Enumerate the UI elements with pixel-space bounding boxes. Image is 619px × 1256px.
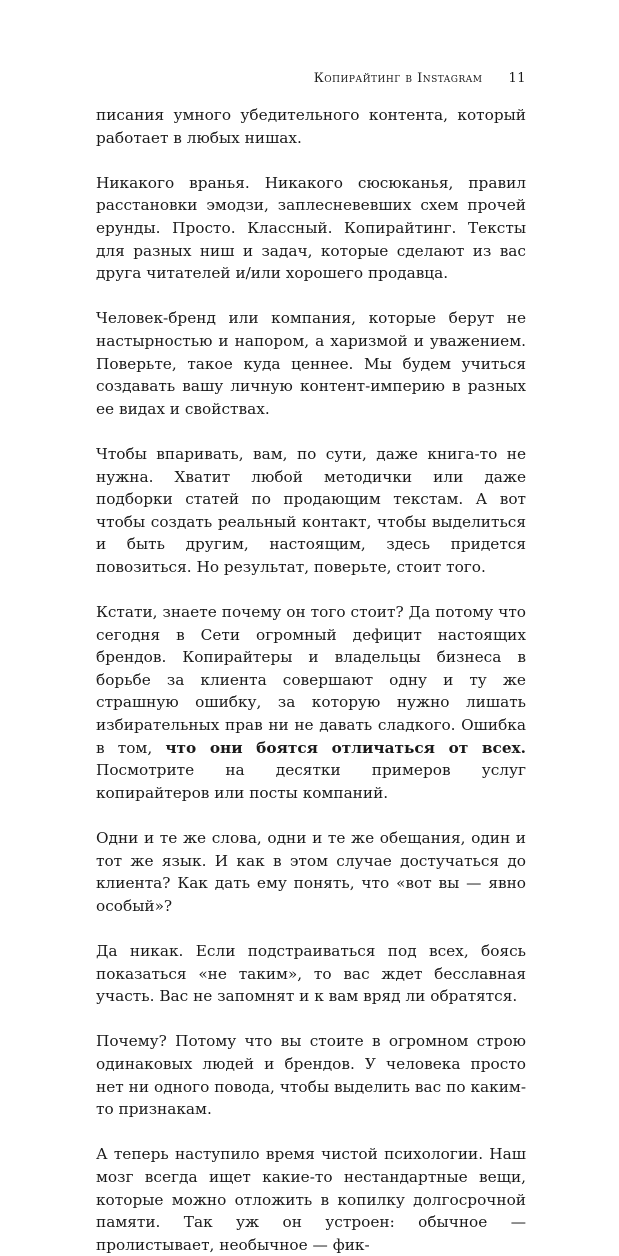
running-title: Копирайтинг в Instagram	[313, 71, 483, 86]
paragraph: Да никак. Если подстраиваться под всех, боясь показаться «не таким», то вас ждет бесславная участь. Вас не запомнят и к вам вряд ли обратятся.	[96, 941, 526, 1006]
body-text	[96, 104, 526, 1256]
paragraph: А теперь наступило время чистой психологии. Наш мозг всегда ищет какие-то нестандартные вещи, которые можно отложить в копилку долгосрочной памяти. Так уж он устроен: обычное — пролистывает, необычное — фик-	[96, 1145, 526, 1254]
paragraph: писания умного убедительного контента, который работает в любых нишах.	[96, 106, 526, 147]
paragraph: Одни и те же слова, одни и те же обещания, один и тот же язык. И как в этом случае достучаться до клиента? Как дать ему понять, что «вот вы — явно особый»?	[96, 829, 526, 915]
running-header	[96, 71, 526, 86]
page-number: 11	[508, 71, 526, 86]
paragraph-text-after: Посмотрите на десятки примеров услуг копирайтеров или посты компаний.	[96, 761, 526, 802]
paragraph: Никакого вранья. Никакого сюсюканья, правил расстановки эмодзи, заплесневевших схем прочей ерунды. Просто. Классный. Копирайтинг. Тексты для разных ниш и задач, которые сделают из вас друга читателей и/или хорошего продавца.	[96, 173, 526, 283]
paragraph: Почему? Потому что вы стоите в огромном строю одинаковых людей и брендов. У человека просто нет ни одного повода, чтобы выделить вас по каким-то признакам.	[96, 1032, 526, 1119]
paragraph: Человек-бренд или компания, которые берут не настырностью и напором, а харизмой и уважением. Поверьте, такое куда ценнее. Мы будем учиться создавать вашу личную контент-империю в разных ее видах и свойствах.	[96, 309, 526, 418]
paragraph-with-emphasis	[96, 601, 526, 804]
paragraph-text-before: Кстати, знаете почему он того стоит? Да потому что сегодня в Сети огромный дефицит настоящих брендов. Копирайтеры и владельцы бизнеса в борьбе за клиента совершают одну и ту же страшную ошибку, за которую нужно лишать избирательных прав ни не давать сладкого. Ошибка в том,	[96, 603, 526, 757]
paragraph: Чтобы впаривать, вам, по сути, даже книга-то не нужна. Хватит любой методички или даже подборки статей по продающим текстам. А вот чтобы создать реальный контакт, чтобы выделиться и быть другим, настоящим, здесь придется повозиться. Но результат, поверьте, стоит того.	[96, 444, 526, 576]
emphasized-text: что они боятся отличаться от всех.	[165, 738, 526, 757]
